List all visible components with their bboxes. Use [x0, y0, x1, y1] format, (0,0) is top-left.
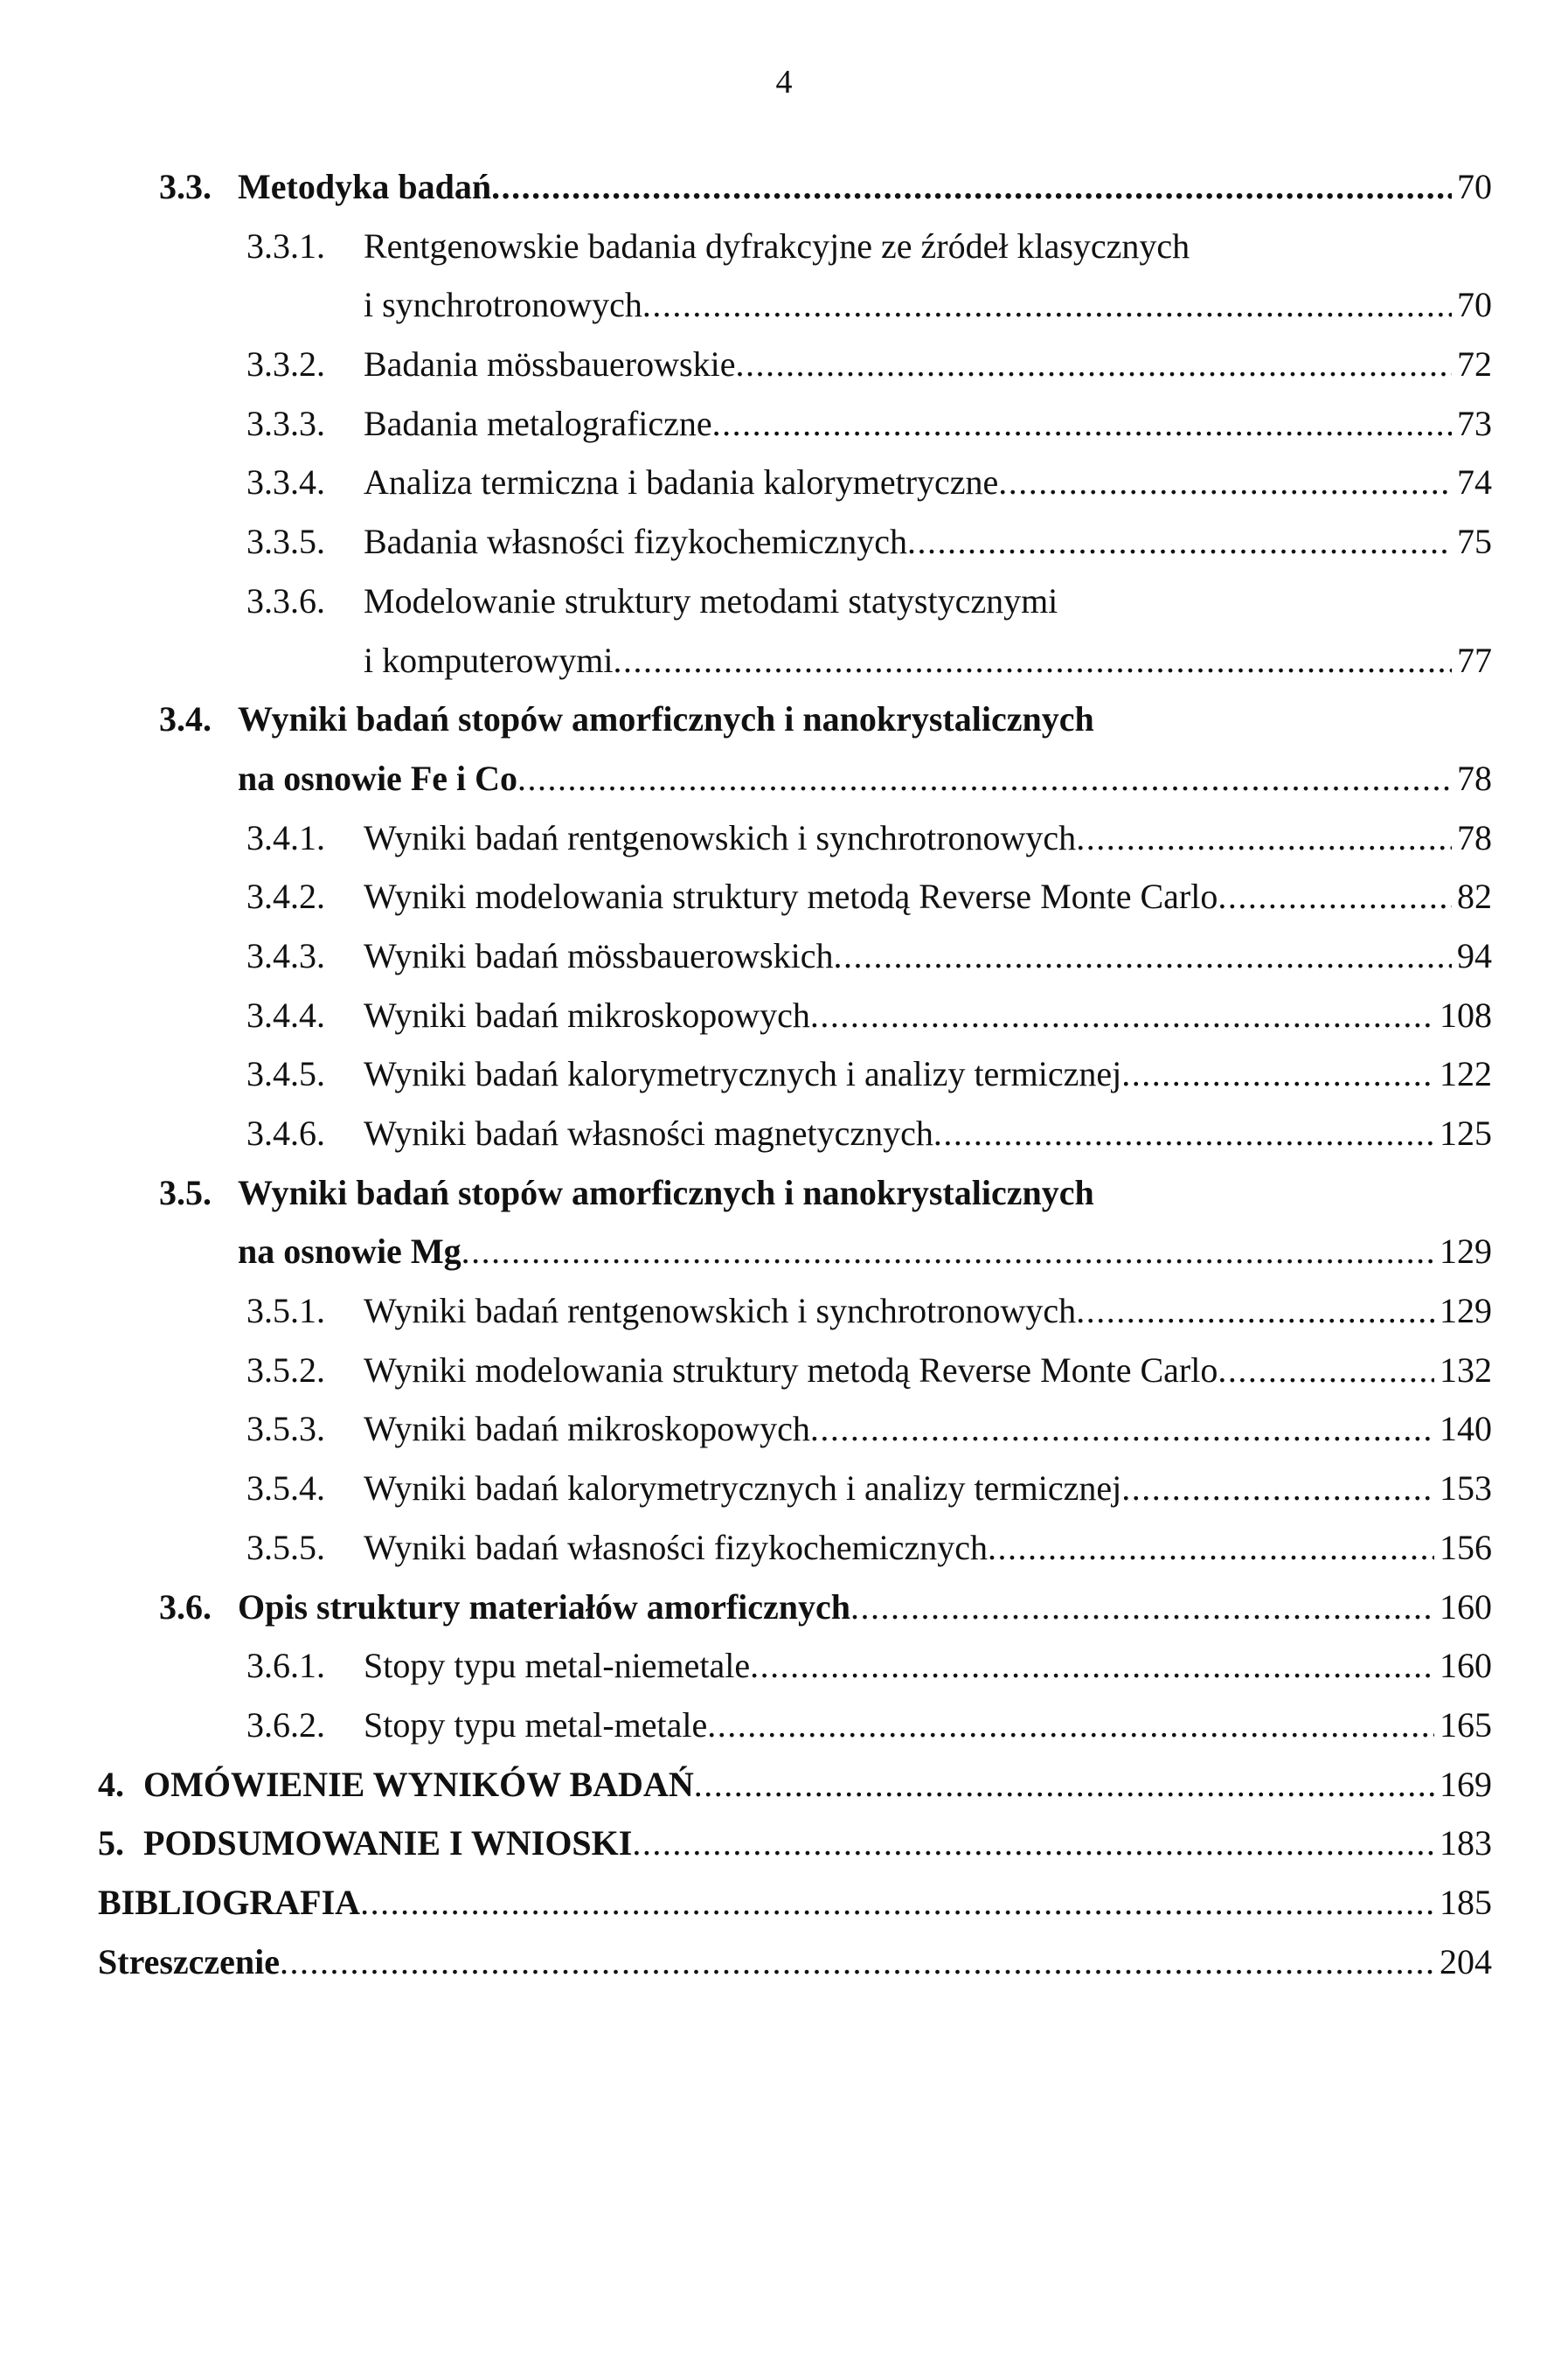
toc-title: Wyniki modelowania struktury metodą Reverse Monte Carlo — [364, 1350, 1218, 1390]
dot-leader — [850, 1586, 1434, 1627]
toc-entry-3-4[interactable] — [98, 698, 1492, 758]
toc-number: 3.4.1. — [246, 817, 325, 857]
toc-title: Wyniki badań własności fizykochemicznych — [364, 1527, 989, 1567]
toc-number: 3.5.1. — [246, 1291, 325, 1331]
toc-entry-3-5-3[interactable] — [98, 1408, 1492, 1468]
toc-number: 3.4.3. — [246, 935, 325, 975]
toc-title: Stopy typu metal-metale — [364, 1704, 708, 1745]
toc-title: Wyniki badań mössbauerowskich — [364, 935, 834, 975]
dot-leader — [694, 1764, 1434, 1805]
toc-page: 160 — [1440, 1586, 1492, 1627]
toc-number: 3.3.5. — [246, 522, 325, 562]
toc-page: 70 — [1457, 285, 1492, 325]
dot-leader — [998, 461, 1452, 503]
toc-number: 3.4.5. — [246, 1054, 325, 1094]
toc-number: 5. — [98, 1823, 124, 1863]
toc-page: 153 — [1440, 1468, 1492, 1509]
toc-title: Badania własności fizykochemicznych — [364, 522, 907, 562]
toc-title-continuation: na osnowie Fe i Co — [238, 758, 517, 798]
dot-leader — [461, 1231, 1434, 1272]
toc-entry-3-4-6[interactable] — [98, 1113, 1492, 1172]
dot-leader — [712, 403, 1452, 444]
page-number: 4 — [775, 64, 793, 101]
toc-page: 73 — [1457, 403, 1492, 443]
toc-entry-bibliografia[interactable] — [98, 1882, 1492, 1941]
toc-number: 3.4.6. — [246, 1114, 325, 1153]
dot-leader — [632, 1822, 1434, 1863]
toc-title: Wyniki badań rentgenowskich i synchrotronowych — [364, 1291, 1077, 1331]
toc-number: 3.4. — [159, 699, 212, 739]
table-of-contents — [98, 166, 1492, 2000]
toc-entry-3-4-4[interactable] — [98, 995, 1492, 1054]
toc-page: 108 — [1440, 995, 1492, 1035]
toc-title: Wyniki badań własności magnetycznych — [364, 1114, 933, 1153]
toc-entry-3-4-5[interactable] — [98, 1053, 1492, 1113]
dot-leader — [750, 1645, 1434, 1686]
toc-page: 185 — [1440, 1882, 1492, 1922]
toc-entry-3-5-4[interactable] — [98, 1468, 1492, 1527]
dot-leader — [360, 1882, 1434, 1923]
dot-leader — [707, 1704, 1434, 1745]
toc-page: 78 — [1457, 817, 1492, 857]
toc-entry-3-4-1[interactable] — [98, 817, 1492, 877]
toc-page: 74 — [1457, 462, 1492, 503]
toc-number: 4. — [98, 1764, 124, 1804]
toc-title: Modelowanie struktury metodami statystycznymi — [364, 580, 1058, 621]
toc-entry-3-3-2[interactable] — [98, 343, 1492, 403]
toc-entry-3-3-6-cont[interactable] — [98, 640, 1492, 699]
toc-entry-3-5[interactable] — [98, 1172, 1492, 1232]
toc-entry-3-3-3[interactable] — [98, 403, 1492, 462]
dot-leader — [933, 1113, 1434, 1154]
toc-title: Wyniki badań stopów amorficznych i nanokrystalicznych — [238, 1172, 1094, 1212]
toc-entry-3-4-cont[interactable] — [98, 758, 1492, 817]
toc-title: Wyniki modelowania struktury metodą Reverse Monte Carlo — [364, 877, 1218, 917]
toc-title: Badania metalograficzne — [364, 403, 712, 443]
toc-entry-streszczenie[interactable] — [98, 1941, 1492, 2001]
dot-leader — [280, 1941, 1434, 1982]
dot-leader — [833, 935, 1452, 976]
toc-number: 3.6. — [159, 1586, 212, 1627]
toc-title: Wyniki badań kalorymetrycznych i analizy termicznej — [364, 1468, 1122, 1509]
toc-title: PODSUMOWANIE I WNIOSKI — [143, 1823, 633, 1863]
dot-leader — [517, 758, 1452, 799]
toc-entry-3-4-2[interactable] — [98, 876, 1492, 935]
toc-number: 3.5.2. — [246, 1350, 325, 1390]
toc-title: Metodyka badań — [238, 167, 492, 206]
toc-number: 3.4.4. — [246, 995, 325, 1035]
toc-title-continuation: i synchrotronowych — [364, 285, 642, 325]
toc-number: 3.5.4. — [246, 1468, 325, 1509]
toc-title-continuation: na osnowie Mg — [238, 1232, 461, 1272]
toc-title: Badania mössbauerowskie — [364, 344, 736, 385]
toc-title: Wyniki badań rentgenowskich i synchrotronowych — [364, 817, 1077, 857]
toc-page: 75 — [1457, 522, 1492, 562]
toc-entry-3-6-2[interactable] — [98, 1704, 1492, 1764]
dot-leader — [735, 343, 1452, 385]
toc-number: 3.3.2. — [246, 344, 325, 385]
toc-title: Stopy typu metal-niemetale — [364, 1646, 751, 1686]
toc-title: Wyniki badań mikroskopowych — [364, 1409, 810, 1449]
toc-number: 3.3.1. — [246, 226, 325, 266]
dot-leader — [491, 166, 1452, 207]
toc-number: 3.6.1. — [246, 1646, 325, 1686]
toc-number: 3.4.2. — [246, 877, 325, 917]
toc-page: 165 — [1440, 1704, 1492, 1745]
toc-page: 183 — [1440, 1823, 1492, 1863]
toc-page: 78 — [1457, 758, 1492, 798]
toc-title: Wyniki badań mikroskopowych — [364, 995, 810, 1035]
toc-title: Analiza termiczna i badania kalorymetryczne — [364, 462, 999, 503]
toc-page: 204 — [1440, 1941, 1492, 1981]
toc-page: 72 — [1457, 344, 1492, 385]
toc-title: Wyniki badań stopów amorficznych i nanokrystalicznych — [238, 699, 1094, 739]
toc-entry-4[interactable] — [98, 1764, 1492, 1823]
toc-entry-3-5-cont[interactable] — [98, 1231, 1492, 1290]
toc-entry-3-3-4[interactable] — [98, 461, 1492, 521]
toc-page: 94 — [1457, 935, 1492, 975]
toc-entry-3-5-2[interactable] — [98, 1350, 1492, 1409]
toc-page: 125 — [1440, 1114, 1492, 1153]
toc-page: 129 — [1440, 1291, 1492, 1331]
toc-entry-3-3-1-cont[interactable] — [98, 284, 1492, 343]
toc-entry-3-3-1[interactable] — [98, 226, 1492, 285]
toc-number: 3.3. — [159, 167, 212, 206]
dot-leader — [907, 521, 1452, 562]
toc-title: Wyniki badań kalorymetrycznych i analizy termicznej — [364, 1054, 1122, 1094]
toc-number: 3.6.2. — [246, 1704, 325, 1745]
toc-page: 160 — [1440, 1646, 1492, 1686]
dot-leader — [642, 284, 1452, 325]
toc-entry-3-6[interactable] — [98, 1586, 1492, 1646]
toc-entry-3-4-3[interactable] — [98, 935, 1492, 995]
toc-title: BIBLIOGRAFIA — [98, 1882, 361, 1922]
toc-entry-3-5-5[interactable] — [98, 1527, 1492, 1586]
dot-leader — [1218, 876, 1452, 917]
toc-title: Rentgenowskie badania dyfrakcyjne ze źródeł klasycznych — [364, 226, 1190, 266]
toc-number: 3.3.6. — [246, 580, 325, 621]
toc-entry-3-3[interactable] — [98, 166, 1492, 226]
toc-page: 156 — [1440, 1527, 1492, 1567]
toc-page: 70 — [1457, 167, 1492, 206]
toc-entry-3-6-1[interactable] — [98, 1645, 1492, 1704]
toc-title: Streszczenie — [98, 1941, 281, 1981]
dot-leader — [988, 1527, 1434, 1568]
dot-leader — [1121, 1053, 1434, 1094]
dot-leader — [1076, 817, 1452, 858]
dot-leader — [810, 1408, 1434, 1449]
toc-title: OMÓWIENIE WYNIKÓW BADAŃ — [143, 1764, 694, 1804]
toc-number: 3.5. — [159, 1172, 212, 1212]
toc-entry-5[interactable] — [98, 1822, 1492, 1882]
toc-number: 3.5.3. — [246, 1409, 325, 1449]
toc-number: 3.5.5. — [246, 1527, 325, 1567]
toc-entry-3-3-6[interactable] — [98, 580, 1492, 640]
toc-page: 169 — [1440, 1764, 1492, 1804]
dot-leader — [1218, 1350, 1434, 1391]
dot-leader — [1076, 1290, 1434, 1331]
dot-leader — [810, 995, 1434, 1036]
toc-page: 129 — [1440, 1232, 1492, 1272]
toc-page: 132 — [1440, 1350, 1492, 1390]
toc-page: 77 — [1457, 640, 1492, 680]
toc-page: 82 — [1457, 877, 1492, 917]
toc-page: 140 — [1440, 1409, 1492, 1449]
toc-number: 3.3.4. — [246, 462, 325, 503]
toc-number: 3.3.3. — [246, 403, 325, 443]
toc-title-continuation: i komputerowymi — [364, 640, 614, 680]
toc-entry-3-3-5[interactable] — [98, 521, 1492, 580]
toc-title: Opis struktury materiałów amorficznych — [238, 1586, 851, 1627]
dot-leader — [1121, 1468, 1434, 1509]
toc-page: 122 — [1440, 1054, 1492, 1094]
toc-entry-3-5-1[interactable] — [98, 1290, 1492, 1350]
dot-leader — [614, 640, 1452, 681]
